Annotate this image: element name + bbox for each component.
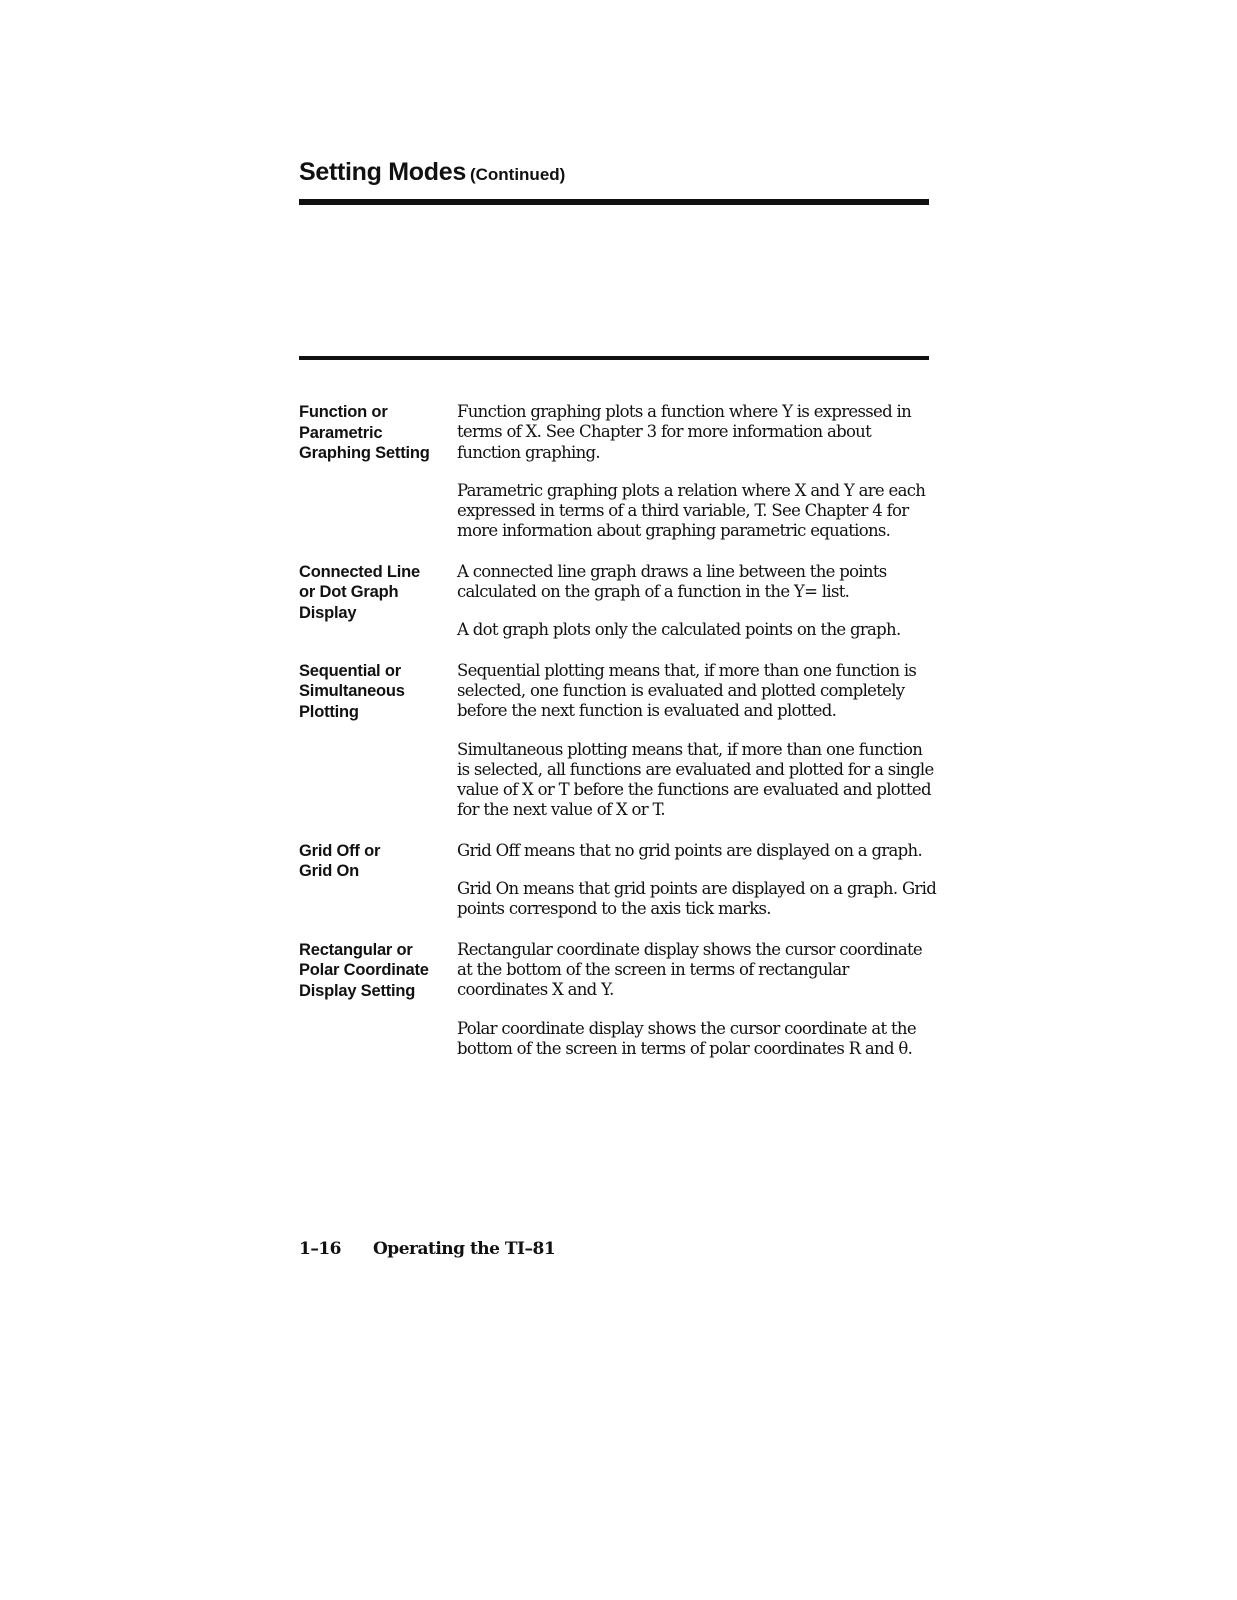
section-paragraph: Grid On means that grid points are displayed on a graph. Grid points correspond to the axis tick marks. — [457, 879, 937, 919]
section-body — [457, 562, 939, 641]
section-body — [457, 402, 939, 542]
page-title — [299, 158, 929, 187]
chapter-title: Operating the TI–81 — [373, 1239, 556, 1259]
section-paragraph: Grid Off means that no grid points are displayed on a graph. — [457, 840, 922, 860]
section-rule — [299, 356, 929, 360]
section-function-parametric — [299, 402, 939, 542]
section-label: Function or Parametric Graphing Setting — [299, 403, 430, 462]
section-label: Connected Line or Dot Graph Display — [299, 562, 420, 622]
section-label: Grid Off or Grid On — [299, 841, 381, 881]
section-paragraph: Sequential plotting means that, if more than one function is selected, one function is evaluated and plotted completely before the next function is evaluated and plotted. — [457, 660, 917, 721]
section-paragraph: Parametric graphing plots a relation where X and Y are each expressed in terms of a third variable, T. See Chapter 4 for more information about graphing parametric equations. — [457, 480, 926, 541]
section-label: Sequential or Simultaneous Plotting — [299, 661, 405, 721]
page-title-text: Setting Modes — [299, 158, 466, 186]
mode-settings-list — [299, 402, 939, 1079]
section-paragraph: A dot graph plots only the calculated points on the graph. — [457, 620, 901, 640]
section-paragraph: Function graphing plots a function where Y is expressed in terms of X. See Chapter 3 for more information about function graphing. — [457, 402, 911, 462]
section-paragraph: Rectangular coordinate display shows the cursor coordinate at the bottom of the screen in terms of rectangular coordinates X and Y. — [457, 939, 922, 1000]
section-body — [457, 841, 939, 920]
page-number: 1–16 — [299, 1239, 341, 1259]
continued-label: (Continued) — [469, 165, 566, 184]
section-paragraph: Simultaneous plotting means that, if more than one function is selected, all functions are evaluated and plotted for a single value of X or T before the functions are evaluated and plotted for the next value of X or T. — [457, 739, 934, 820]
section-paragraph: Polar coordinate display shows the cursor coordinate at the bottom of the screen in terms of polar coordinates R and θ. — [457, 1018, 916, 1058]
section-paragraph: A connected line graph draws a line between the points calculated on the graph of a function in the Y= list. — [457, 561, 887, 602]
section-coordinate-display — [299, 940, 939, 1059]
page-footer — [299, 1239, 555, 1259]
section-connected-dot — [299, 562, 939, 641]
header-rule — [299, 199, 929, 205]
section-body — [457, 661, 939, 821]
section-sequential-simultaneous — [299, 661, 939, 821]
section-label: Rectangular or Polar Coordinate Display Setting — [299, 940, 429, 1000]
section-grid — [299, 841, 939, 920]
section-body — [457, 940, 939, 1059]
